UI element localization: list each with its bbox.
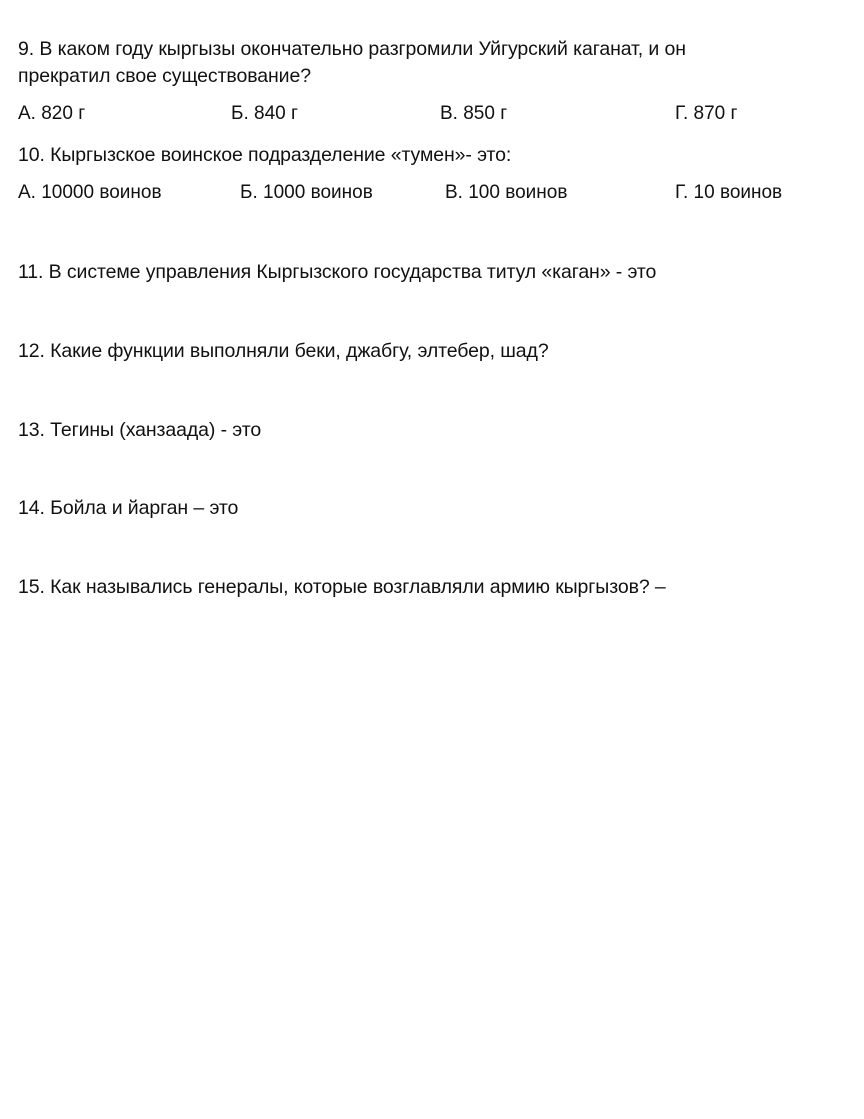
question-13: 13. Тегины (ханзаада) - это: [18, 419, 262, 441]
question-12: 12. Какие функции выполняли беки, джабгу, элтебер, шад?: [18, 340, 549, 362]
option-d: Г. 870 г: [675, 103, 738, 124]
question-11: 11. В системе управления Кыргызского государства титул «каган» - это: [18, 261, 657, 283]
question-14: 14. Бойла и йарган – это: [18, 497, 239, 519]
question-9-options: [0, 99, 864, 129]
option-c: В. 100 воинов: [445, 182, 568, 203]
option-b: Б. 1000 воинов: [240, 182, 373, 203]
option-c: В. 850 г: [440, 103, 508, 124]
option-d: Г. 10 воинов: [675, 182, 783, 203]
option-a: А. 820 г: [18, 103, 86, 124]
option-b: Б. 840 г: [231, 103, 298, 124]
question-9-line-1: 9. В каком году кыргызы окончательно разгромили Уйгурский каганат, и он: [18, 38, 686, 60]
question-10-options: [0, 178, 864, 208]
question-15: 15. Как назывались генералы, которые возглавляли армию кыргызов? –: [18, 576, 666, 598]
question-10: 10. Кыргызское воинское подразделение «тумен»- это:: [18, 144, 512, 166]
option-a: А. 10000 воинов: [18, 182, 162, 203]
question-9-line-2: прекратил свое существование?: [18, 65, 311, 87]
